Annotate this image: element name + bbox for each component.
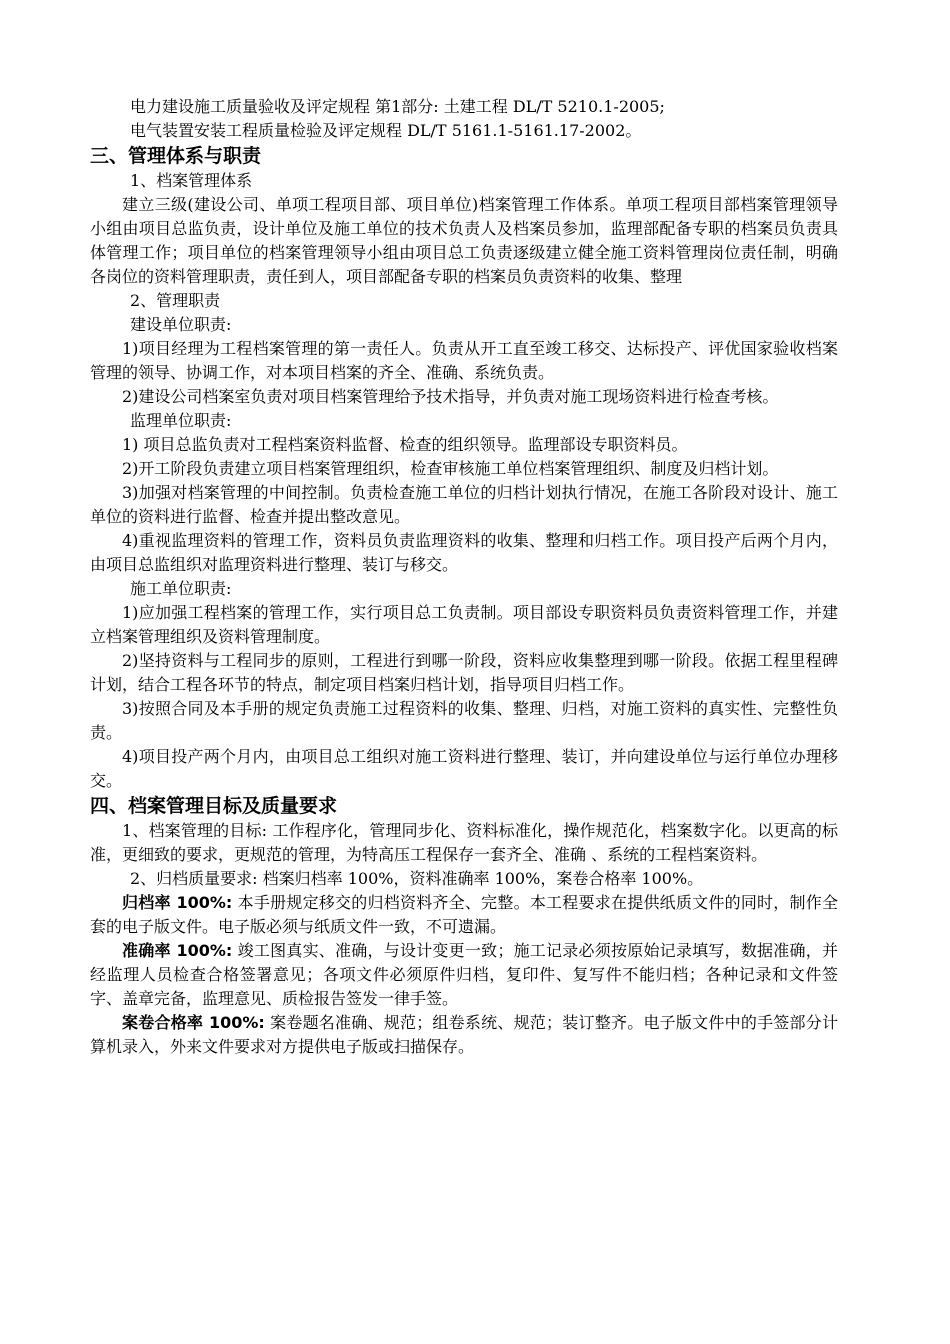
quality-item-archive-rate <box>90 891 838 939</box>
contractor-duties-title: 施工单位职责: <box>130 579 232 598</box>
standard-line-2: 电气装置安装工程质量检验及评定规程 DL/T 5161.1-5161.17-2002。 <box>130 121 642 140</box>
contractor-duty-item: 1)应加强工程档案的管理工作，实行项目总工负责制。项目部设专职资料员负责资料管理工作，并建立档案管理组织及资料管理制度。 <box>90 603 838 646</box>
quality-item-label: 准确率 100%: <box>122 941 233 960</box>
supervisor-duty-item: 4)重视监理资料的管理工作，资料员负责监理资料的收集、整理和归档工作。项目投产后两个月内，由项目总监组织对监理资料进行整理、装订与移交。 <box>90 531 838 574</box>
owner-duty-item: 2)建设公司档案室负责对项目档案管理给予技术指导，并负责对施工现场资料进行检查考核。 <box>122 387 779 406</box>
supervisor-duty-item: 1) 项目总监负责对工程档案资料监督、检查的组织领导。监理部设专职资料员。 <box>122 435 688 454</box>
quality-item-text: 本手册规定移交的归档资料齐全、完整。本工程要求在提供纸质文件的同时，制作全套的电子版文件。电子版必须与纸质文件一致，不可遗漏。 <box>90 893 838 936</box>
paragraph-management-goal: 1、档案管理的目标: 工作程序化，管理同步化、资料标准化，操作规范化，档案数字化。以更高的标准，更细致的要求，更规范的管理，为特高压工程保存一套齐全、准确 、系统的工程档案资料。 <box>90 821 838 864</box>
owner-duties-title: 建设单位职责: <box>130 315 232 334</box>
section-heading-4: 四、档案管理目标及质量要求 <box>90 795 338 817</box>
owner-duty-item: 1)项目经理为工程档案管理的第一责任人。负责从开工直至竣工移交、达标投产、评优国家验收档案管理的领导、协调工作，对本项目档案的齐全、准确、系统负责。 <box>90 339 838 382</box>
document-page <box>90 95 838 1059</box>
paragraph-archive-system: 建立三级(建设公司、单项工程项目部、项目单位)档案管理工作体系。单项工程项目部档案管理领导小组由项目总监负责，设计单位及施工单位的技术负责人及档案员参加，监理部配备专职的档案员负责具体管理工作；项目单位的档案管理领导小组由项目总工负责逐级建立健全施工资料管理岗位责任制，明确各岗位的资料管理职责，责任到人，项目部配备专职的档案员负责资料的收集、整理 <box>90 195 838 286</box>
subheading-archive-system: 1、档案管理体系 <box>130 171 253 190</box>
contractor-duty-item: 2)坚持资料与工程同步的原则，工程进行到哪一阶段，资料应收集整理到哪一阶段。依据工程里程碑计划，结合工程各环节的特点，制定项目档案归档计划，指导项目归档工作。 <box>90 651 838 694</box>
supervisor-duty-item: 2)开工阶段负责建立项目档案管理组织，检查审核施工单位档案管理组织、制度及归档计划。 <box>122 459 779 478</box>
supervisor-duties-title: 监理单位职责: <box>130 411 232 430</box>
standard-line-1: 电力建设施工质量验收及评定规程 第1部分: 土建工程 DL/T 5210.1-2005; <box>130 97 665 116</box>
contractor-duty-item: 4)项目投产两个月内，由项目总工组织对施工资料进行整理、装订，并向建设单位与运行单位办理移交。 <box>90 747 838 790</box>
subheading-management-duties: 2、管理职责 <box>130 291 221 310</box>
quality-requirement-line: 2、归档质量要求: 档案归档率 100%，资料准确率 100%，案卷合格率 100%。 <box>130 869 704 888</box>
quality-item-label: 归档率 100%: <box>122 893 233 912</box>
section-heading-3: 三、管理体系与职责 <box>90 145 262 167</box>
quality-item-label: 案卷合格率 100%: <box>122 1013 265 1032</box>
quality-item-volume-pass-rate <box>90 1011 838 1059</box>
quality-item-text: 案卷题名准确、规范；组卷系统、规范；装订整齐。电子版文件中的手签部分计算机录入，外来文件要求对方提供电子版或扫描保存。 <box>90 1013 838 1056</box>
supervisor-duty-item: 3)加强对档案管理的中间控制。负责检查施工单位的归档计划执行情况，在施工各阶段对设计、施工单位的资料进行监督、检查并提出整改意见。 <box>90 483 838 526</box>
contractor-duty-item: 3)按照合同及本手册的规定负责施工过程资料的收集、整理、归档，对施工资料的真实性、完整性负责。 <box>90 699 838 742</box>
quality-item-accuracy-rate <box>90 939 838 1011</box>
quality-item-text: 竣工图真实、准确，与设计变更一致；施工记录必须按原始记录填写，数据准确，并经监理人员检查合格签署意见；各项文件必须原件归档，复印件、复写件不能归档；各种记录和文件签字、盖章完备，监理意见、质检报告签发一律手签。 <box>90 941 838 1008</box>
